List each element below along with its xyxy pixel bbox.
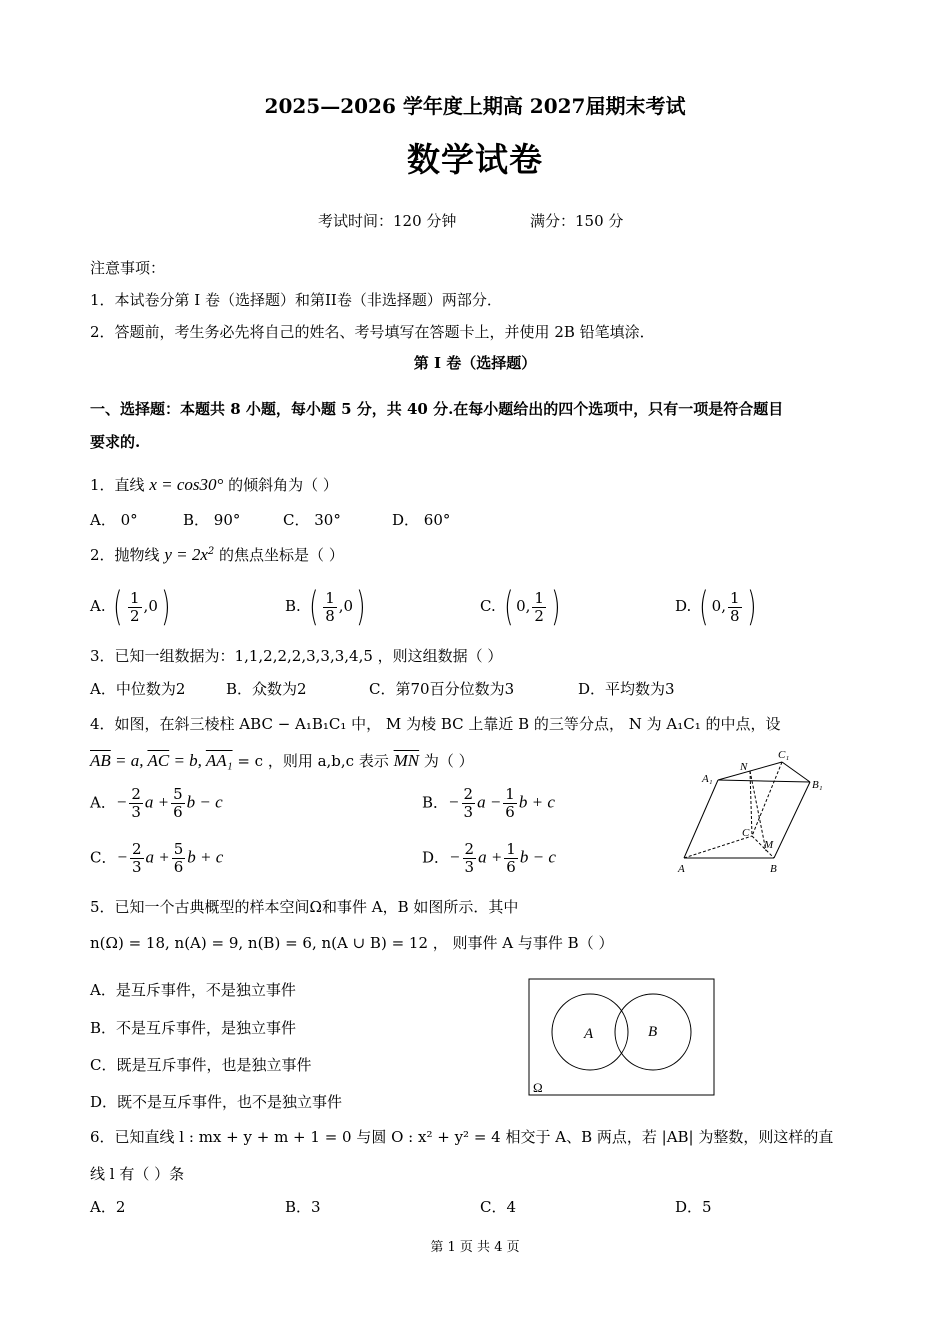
label-c1: C₁ <box>778 749 790 761</box>
label-a1: A₁ <box>702 773 713 785</box>
q4-option-c[interactable] <box>90 841 223 876</box>
q1-option-a[interactable]: A． 0° <box>90 511 138 529</box>
section1-line1: 一、选择题：本题共 8 小题，每小题 5 分，共 40 分.在每小题给出的四个选项中，只有一项是符合题目 <box>90 400 784 418</box>
term: b − c <box>519 847 556 867</box>
term: b + c <box>187 847 224 867</box>
numerator: 1 <box>506 840 516 858</box>
right-paren: ) <box>551 584 561 630</box>
q6-option-a[interactable]: A．2 <box>90 1198 126 1216</box>
q2-b-rest: ,0 <box>338 597 354 615</box>
numerator: 2 <box>131 785 141 803</box>
q1-option-d[interactable]: D． 60° <box>392 511 451 529</box>
label-a: A <box>678 863 685 875</box>
numerator: 2 <box>463 785 474 803</box>
q1-option-b[interactable]: B． 90° <box>183 511 241 529</box>
q2-option-c[interactable] <box>480 584 564 630</box>
q2-expression: y = 2x <box>164 545 208 564</box>
question-3-stem: 3．已知一组数据为：1,1,2,2,2,3,3,3,4,5 ，则这组数据（ ） <box>90 647 503 665</box>
q2-c-label: C. <box>480 597 496 615</box>
numerator: 2 <box>464 840 475 858</box>
numerator: 1 <box>325 588 335 607</box>
q5-option-a[interactable]: A．是互斥事件，不是独立事件 <box>90 981 296 999</box>
q4-suffix: 为（ ） <box>419 752 474 770</box>
numerator: 2 <box>131 840 142 858</box>
right-paren: ) <box>746 584 757 630</box>
question-5-line1: 5．已知一个古典概型的样本空间Ω和事件 A，B 如图所示．其中 <box>90 898 519 916</box>
q4-c-label: C． <box>90 848 117 867</box>
denominator: 8 <box>729 606 740 625</box>
section1-line2: 要求的. <box>90 433 141 451</box>
denominator: 3 <box>131 858 142 876</box>
question-1-stem <box>90 474 338 495</box>
fraction <box>130 841 144 876</box>
q3-option-c[interactable]: C．第70百分位数为3 <box>369 680 515 698</box>
edge-a1a <box>684 780 718 858</box>
q2-option-b[interactable] <box>285 584 369 630</box>
q2-prefix: 2．抛物线 <box>90 546 160 564</box>
term: b − c <box>186 792 223 812</box>
label-b1: B₁ <box>812 779 823 791</box>
q2-exponent: 2 <box>207 546 215 557</box>
left-paren: ( <box>308 584 319 630</box>
sign: − <box>449 847 461 867</box>
notice-item-2: 2．答题前，考生务必先将自己的姓名、考号填写在答题卡上，并使用 2B 铅笔填涂． <box>90 323 655 341</box>
q4-option-d[interactable] <box>422 841 556 876</box>
denominator: 3 <box>131 803 141 821</box>
q5-option-d[interactable]: D．既不是互斥事件，也不是独立事件 <box>90 1093 343 1111</box>
fraction <box>323 590 337 625</box>
venn-label-omega: Ω <box>533 1080 543 1095</box>
notice-heading: 注意事项： <box>90 259 166 277</box>
left-paren: ( <box>699 584 709 630</box>
q4-b-label: B． <box>422 793 449 812</box>
time-info: 考试时间：120 分钟 <box>318 212 457 230</box>
prism-figure <box>670 740 830 880</box>
left-paren: ( <box>113 584 123 630</box>
fraction <box>503 786 517 821</box>
vector-aa1: AA₁ <box>205 751 233 770</box>
venn-label-a: A <box>584 1026 594 1042</box>
numerator: 1 <box>534 588 544 607</box>
denominator: 6 <box>505 803 515 821</box>
sign: − <box>115 792 128 812</box>
q6-option-d[interactable]: D．5 <box>675 1198 712 1216</box>
question-6-line2: 线 l 有（ ）条 <box>90 1165 185 1183</box>
q1-expression: x = cos30° <box>149 475 224 494</box>
venn-label-b: B <box>648 1024 658 1040</box>
denominator: 2 <box>534 606 544 625</box>
fraction <box>504 841 518 876</box>
label-b: B <box>770 863 777 875</box>
fraction <box>728 590 742 625</box>
q2-suffix: 的焦点坐标是（ ） <box>219 546 344 564</box>
question-4-line2 <box>90 750 474 771</box>
label-c: C <box>742 827 750 839</box>
q6-option-b[interactable]: B．3 <box>285 1198 321 1216</box>
q4-eq-a: = a, <box>110 751 148 770</box>
left-paren: ( <box>503 584 513 630</box>
q1-prefix: 1．直线 <box>90 476 145 494</box>
numerator: 1 <box>130 588 140 607</box>
label-m: M <box>764 839 774 851</box>
q5-option-b[interactable]: B．不是互斥事件，是独立事件 <box>90 1019 297 1037</box>
q2-d-label: D. <box>675 597 692 615</box>
q2-c-pre: 0, <box>516 597 531 615</box>
q2-option-a[interactable] <box>90 584 173 630</box>
vector-ab: $\overline{AB}$ <box>90 751 111 770</box>
q2-option-d[interactable] <box>675 584 759 630</box>
edge-a1b1 <box>718 780 810 782</box>
question-2-stem <box>90 544 344 565</box>
fraction <box>171 786 185 821</box>
page-footer: 第 1 页 共 4 页 <box>430 1240 520 1255</box>
term: a + <box>478 847 503 867</box>
q4-d-label: D． <box>422 848 450 867</box>
denominator: 3 <box>463 803 474 821</box>
denominator: 6 <box>506 858 516 876</box>
part1-title: 第 I 卷（选择题） <box>413 354 537 372</box>
q6-option-c[interactable]: C．4 <box>480 1198 517 1216</box>
edge-ac <box>684 836 752 858</box>
q4-option-a[interactable] <box>90 786 223 821</box>
sign: − <box>116 847 128 867</box>
edge-b1b <box>774 782 810 858</box>
q2-a-rest: ,0 <box>143 597 158 615</box>
q3-option-d[interactable]: D．平均数为3 <box>578 680 675 698</box>
q2-d-pre: 0, <box>711 597 726 615</box>
q1-suffix: 的倾斜角为（ ） <box>228 476 338 494</box>
numerator: 5 <box>173 840 184 858</box>
fraction <box>172 841 186 876</box>
q3-option-a[interactable]: A．中位数为2 <box>90 680 186 698</box>
notice-item-1: 1．本试卷分第 I 卷（选择题）和第II卷（非选择题）两部分． <box>90 291 502 309</box>
q3-option-b[interactable]: B．众数为2 <box>226 680 307 698</box>
fraction <box>463 841 477 876</box>
denominator: 2 <box>130 606 140 625</box>
vector-ac: $\overline{AC}$ <box>147 751 170 770</box>
numerator: 1 <box>729 588 740 607</box>
q2-a-label: A. <box>90 597 106 615</box>
edge-c1c <box>752 762 782 836</box>
q2-b-label: B. <box>285 597 301 615</box>
vector-mn: $\overline{MN}$ <box>393 751 420 770</box>
question-6-line1: 6．已知直线 l : mx + y + m + 1 = 0 与圆 O : x² + y² = 4 相交于 A、B 两点，若 |AB| 为整数，则这样的直 <box>90 1128 834 1146</box>
fraction <box>532 590 546 625</box>
denominator: 3 <box>464 858 475 876</box>
venn-diagram <box>528 978 716 1098</box>
numerator: 5 <box>173 785 183 803</box>
question-4-line1: 4．如图，在斜三棱柱 ABC − A₁B₁C₁ 中， M 为棱 BC 上靠近 B 的三等分点， N 为 A₁C₁ 的中点，设 <box>90 715 781 733</box>
q4-eq-b: = b, <box>169 751 206 770</box>
label-n: N <box>740 761 748 773</box>
sign: − <box>448 792 460 812</box>
right-paren: ) <box>356 584 366 630</box>
fraction <box>128 590 142 625</box>
q4-eq-c: = c ，则用 a,b,c 表示 <box>232 752 394 770</box>
q4-option-b[interactable] <box>422 786 555 821</box>
exam-title: 2025—2026 学年度上期高 2027届期末考试 <box>264 94 686 118</box>
term: a − <box>477 792 502 812</box>
denominator: 6 <box>173 858 184 876</box>
edge-c1b1 <box>782 762 810 782</box>
right-paren: ) <box>160 584 171 630</box>
term: b + c <box>518 792 555 812</box>
q5-option-c[interactable]: C．既是互斥事件，也是独立事件 <box>90 1056 312 1074</box>
term: a + <box>145 847 170 867</box>
q4-a-label: A． <box>90 793 116 812</box>
term: a + <box>144 792 170 812</box>
numerator: 1 <box>505 785 515 803</box>
denominator: 6 <box>173 803 183 821</box>
fraction <box>462 786 476 821</box>
sample-space-box <box>529 979 714 1095</box>
score-info: 满分：150 分 <box>530 212 624 230</box>
fraction <box>129 786 143 821</box>
denominator: 8 <box>325 606 335 625</box>
q1-option-c[interactable]: C． 30° <box>283 511 341 529</box>
subject-title: 数学试卷 <box>407 140 543 179</box>
question-5-line2: n(Ω) = 18, n(A) = 9, n(B) = 6, n(A ∪ B) = 12 ， 则事件 A 与事件 B（ ） <box>90 934 614 952</box>
